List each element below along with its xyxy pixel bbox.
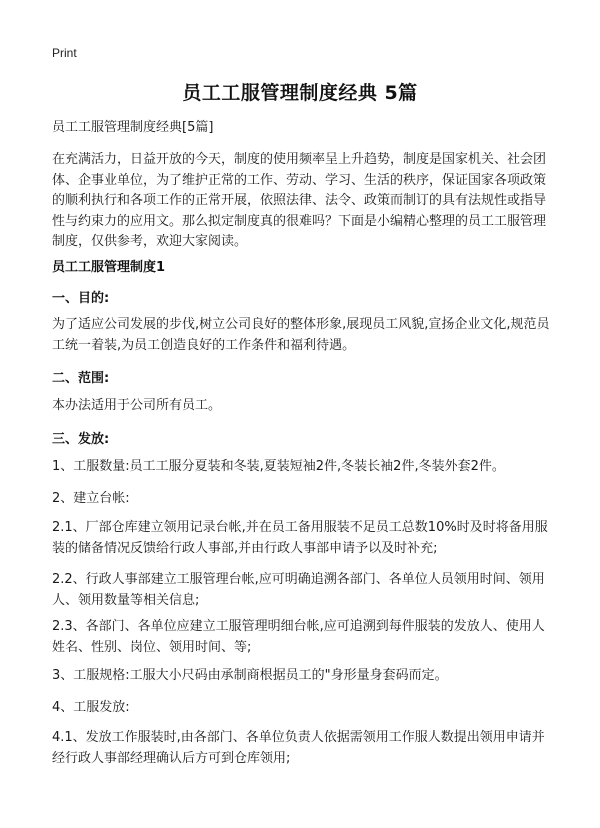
- intro-paragraph: 在充满活力，日益开放的今天，制度的使用频率呈上升趋势，制度是国家机关、社会团体、企事业单位，为了维护正常的工作、劳动、学习、生活的秩序，保证国家各项政策的顺利执行和各项工作的正常开展，依照法律、法令、政策而制订的具有法规性或指导性与约束力的应用文。那么拟定制度真的很难吗？下面是小编精心整理的员工工服管理制度，仅供参考，欢迎大家阅读。: [52, 152, 547, 249]
- print-label: Print: [52, 46, 77, 60]
- heading-issue: 三、发放:: [52, 432, 110, 447]
- item-3: 3、工服规格:工服大小尺码由承制商根据员工的"身形量身套码而定。: [52, 668, 448, 683]
- purpose-paragraph: 为了适应公司发展的步伐,树立公司良好的整体形象,展现员工风貌,宣扬企业文化,规范员工统一着装,为员工创造良好的工作条件和福利待遇。: [52, 317, 550, 353]
- item-4: 4、工服发放:: [52, 700, 130, 715]
- section-1-title: 员工工服管理制度1: [52, 260, 166, 275]
- item-1: 1、工服数量:员工工服分夏装和冬装,夏装短袖2件,冬装长袖2件,冬装外套2件。: [52, 459, 505, 474]
- document-title: 员工工服管理制度经典 5篇: [182, 82, 418, 104]
- item-2-1: 2.1、厂部仓库建立领用记录台帐,并在员工备用服装不足员工总数10%时及时将备用服装的储备情况反馈给行政人事部,并由行政人事部申请予以及时补充;: [52, 520, 548, 556]
- scope-paragraph: 本办法适用于公司所有员工。: [52, 398, 222, 413]
- heading-scope: 二、范围:: [52, 371, 110, 386]
- item-4-1: 4.1、发放工作服装时,由各部门、各单位负责人依据需领用工作服人数提出领用申请并经行政人事部经理确认后方可到仓库领用;: [52, 730, 545, 766]
- item-2-3: 2.3、各部门、各单位应建立工服管理明细台帐,应可追溯到每件服装的发放人、使用人姓名、性别、岗位、领用时间、等;: [52, 619, 545, 655]
- item-2: 2、建立台帐:: [52, 491, 130, 506]
- heading-purpose: 一、目的:: [52, 291, 110, 306]
- item-2-2: 2.2、行政人事部建立工服管理台帐,应可明确追溯各部门、各单位人员领用时间、领用人、领用数量等相关信息;: [52, 572, 545, 608]
- document-subtitle: 员工工服管理制度经典[5篇]: [52, 120, 214, 135]
